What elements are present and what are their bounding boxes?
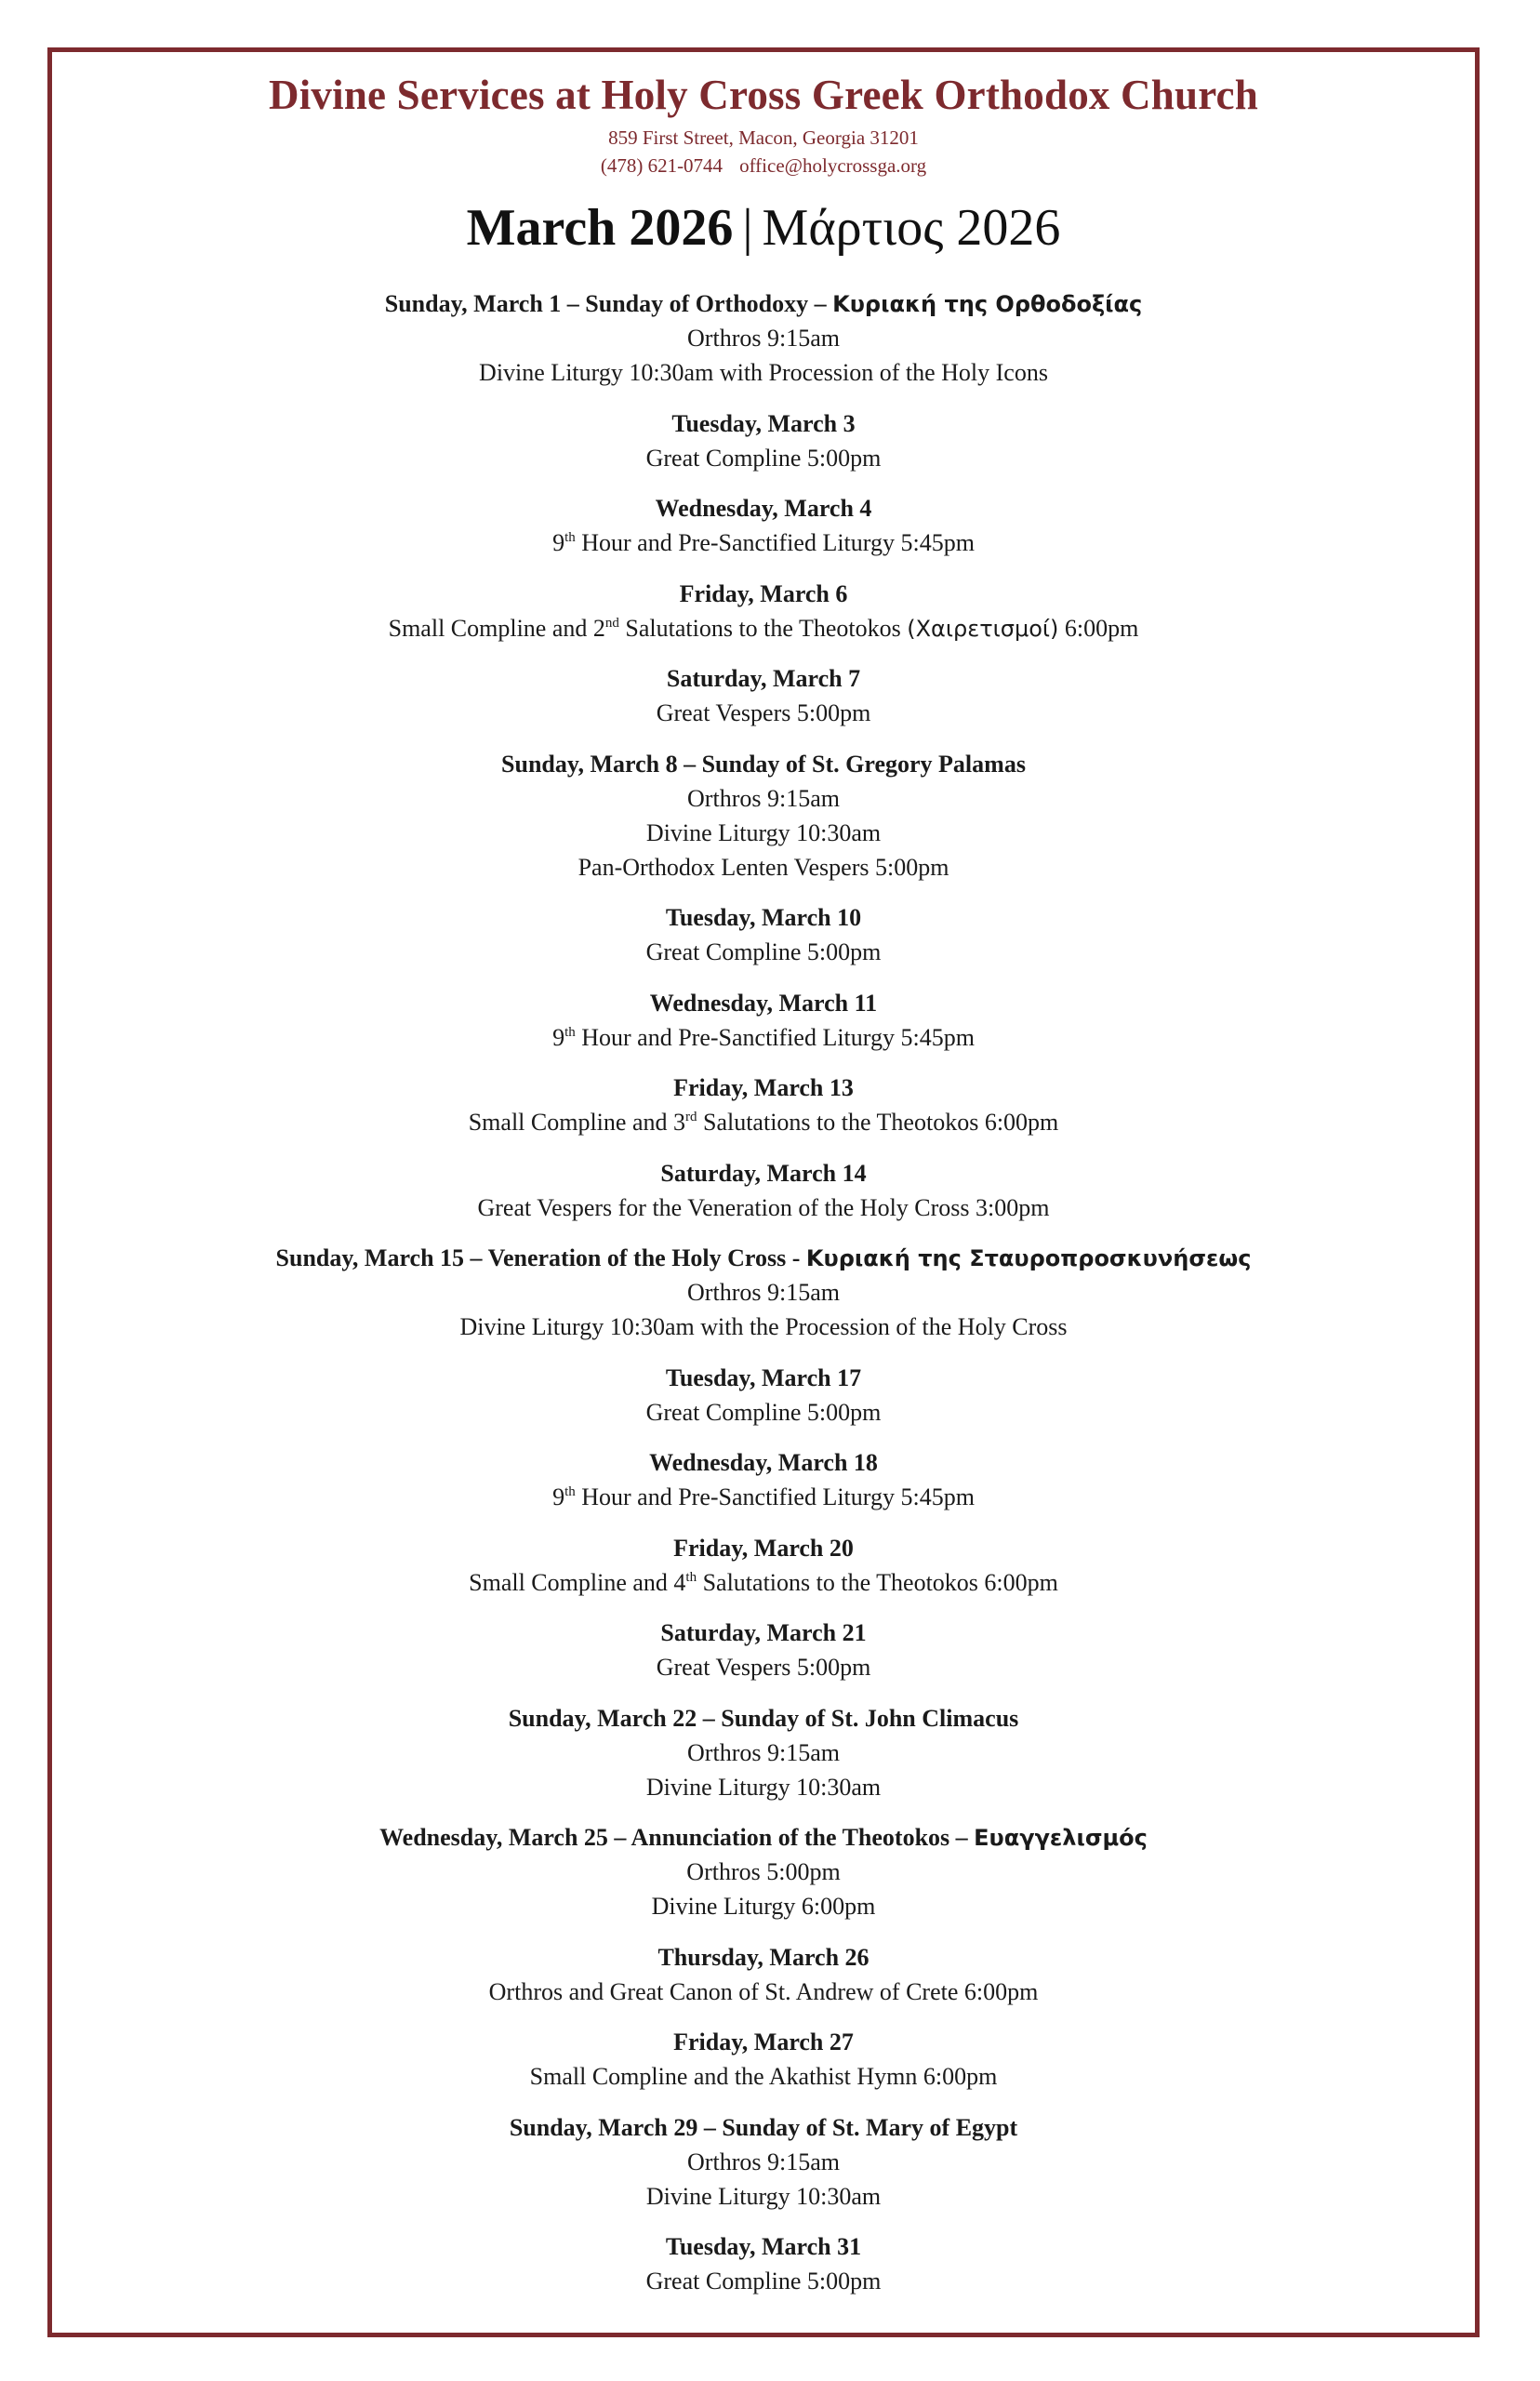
service-date-heading bbox=[47, 1531, 1480, 1565]
service-entry bbox=[47, 1361, 1480, 1430]
ordinal-suffix: th bbox=[685, 1569, 697, 1585]
service-line-text: Orthros and Great Canon of St. Andrew of Crete 6:00pm bbox=[488, 1977, 1039, 2005]
month-title-separator: | bbox=[742, 199, 753, 257]
service-entry bbox=[47, 1071, 1480, 1139]
service-date-text: Thursday, March 26 bbox=[657, 1943, 870, 1971]
service-date-text: Tuesday, March 17 bbox=[665, 1363, 862, 1391]
service-entry bbox=[47, 1445, 1480, 1514]
service-line bbox=[47, 816, 1480, 850]
service-entry bbox=[47, 1701, 1480, 1804]
service-entry bbox=[47, 661, 1480, 730]
service-line-text: Orthros 9:15am bbox=[687, 784, 840, 812]
service-date-heading bbox=[47, 661, 1480, 696]
service-date-heading bbox=[47, 2229, 1480, 2264]
service-date-heading bbox=[47, 1445, 1480, 1480]
service-date-text: Sunday, March 15 – Veneration of the Holy Cross - bbox=[275, 1244, 806, 1271]
service-date-heading bbox=[47, 1361, 1480, 1395]
service-line-text: Divine Liturgy 10:30am bbox=[645, 2182, 882, 2210]
service-feast-greek: Κυριακή της Ορθοδοξίας bbox=[832, 291, 1143, 317]
service-line-text: Divine Liturgy 10:30am bbox=[645, 818, 882, 846]
service-line-greek: (Χαιρετισμοί) bbox=[907, 615, 1059, 642]
service-entry bbox=[47, 406, 1480, 475]
service-date-heading bbox=[47, 406, 1480, 441]
service-line-text: Great Vespers 5:00pm bbox=[656, 699, 871, 726]
service-date-heading bbox=[47, 1071, 1480, 1105]
service-line-prefix: 9 bbox=[552, 1483, 565, 1510]
service-line bbox=[47, 1190, 1480, 1225]
service-line-text: Hour and Pre-Sanctified Liturgy 5:45pm bbox=[575, 1023, 975, 1051]
service-date-heading bbox=[47, 747, 1480, 781]
service-date-heading bbox=[47, 1940, 1480, 1975]
service-line bbox=[47, 1889, 1480, 1923]
service-line-prefix: 9 bbox=[552, 529, 565, 556]
service-line-text: Orthros 9:15am bbox=[687, 1738, 840, 1766]
service-date-text: Wednesday, March 4 bbox=[655, 495, 872, 522]
service-date-text: Tuesday, March 31 bbox=[665, 2233, 862, 2260]
service-date-heading bbox=[47, 986, 1480, 1020]
service-line-text: Hour and Pre-Sanctified Liturgy 5:45pm bbox=[575, 529, 975, 556]
service-line bbox=[47, 1395, 1480, 1430]
service-line bbox=[47, 1565, 1480, 1600]
service-date-text: Saturday, March 21 bbox=[660, 1619, 867, 1646]
church-email: office@holycrossga.org bbox=[739, 154, 927, 177]
service-line bbox=[47, 2059, 1480, 2094]
service-date-text: Tuesday, March 3 bbox=[671, 409, 856, 437]
service-date-text: Sunday, March 22 – Sunday of St. John Climacus bbox=[508, 1704, 1019, 1732]
service-line bbox=[47, 1105, 1480, 1139]
service-date-text: Wednesday, March 25 – Annunciation of the Theotokos – bbox=[379, 1824, 975, 1851]
service-line bbox=[47, 611, 1480, 645]
service-line bbox=[47, 1736, 1480, 1770]
service-line bbox=[47, 1275, 1480, 1310]
ordinal-suffix: th bbox=[564, 530, 576, 545]
service-line-text: Divine Liturgy 10:30am bbox=[645, 1773, 882, 1801]
service-feast-greek: Κυριακή της Σταυροπροσκυνήσεως bbox=[805, 1245, 1252, 1271]
church-phone: (478) 621-0744 bbox=[600, 154, 724, 177]
services-list bbox=[47, 286, 1480, 2315]
service-line-text: Small Compline and the Akathist Hymn 6:00pm bbox=[529, 2063, 998, 2090]
month-title bbox=[47, 198, 1480, 258]
service-line-text: Hour and Pre-Sanctified Liturgy 5:45pm bbox=[575, 1483, 975, 1510]
service-line bbox=[47, 441, 1480, 475]
service-line bbox=[47, 525, 1480, 560]
service-line bbox=[47, 355, 1480, 390]
service-line bbox=[47, 1020, 1480, 1055]
service-entry bbox=[47, 1820, 1480, 1923]
service-line bbox=[47, 2264, 1480, 2298]
service-entry bbox=[47, 2110, 1480, 2214]
ordinal-suffix: nd bbox=[604, 615, 619, 631]
service-line-text: Orthros 9:15am bbox=[687, 1279, 840, 1306]
service-entry bbox=[47, 1616, 1480, 1684]
service-entry bbox=[47, 286, 1480, 390]
ordinal-suffix: th bbox=[564, 1484, 576, 1499]
ordinal-suffix: rd bbox=[684, 1110, 697, 1124]
month-title-english: March 2026 bbox=[466, 199, 734, 257]
service-date-heading bbox=[47, 1616, 1480, 1650]
service-line bbox=[47, 321, 1480, 355]
service-entry bbox=[47, 900, 1480, 969]
service-line-text: Great Compline 5:00pm bbox=[645, 2268, 882, 2295]
service-date-heading bbox=[47, 491, 1480, 525]
service-line bbox=[47, 1975, 1480, 2009]
service-date-text: Saturday, March 14 bbox=[660, 1159, 867, 1187]
service-date-heading bbox=[47, 1156, 1480, 1190]
service-entry bbox=[47, 986, 1480, 1055]
service-date-heading bbox=[47, 2025, 1480, 2059]
service-line-text: Pan-Orthodox Lenten Vespers 5:00pm bbox=[578, 853, 949, 881]
service-line-text: Great Compline 5:00pm bbox=[645, 1398, 882, 1426]
service-date-heading bbox=[47, 577, 1480, 611]
service-line-time: 6:00pm bbox=[1058, 614, 1139, 642]
service-line-text: Great Compline 5:00pm bbox=[645, 444, 882, 472]
service-date-text: Friday, March 13 bbox=[673, 1074, 854, 1101]
service-line bbox=[47, 935, 1480, 969]
service-line bbox=[47, 696, 1480, 730]
service-line-prefix: Small Compline and 3 bbox=[468, 1109, 685, 1136]
service-date-text: Friday, March 27 bbox=[673, 2029, 854, 2055]
ordinal-suffix: th bbox=[564, 1024, 576, 1040]
service-entry bbox=[47, 1531, 1480, 1600]
church-title: Divine Services at Holy Cross Greek Orthodox Church bbox=[269, 72, 1258, 118]
service-line bbox=[47, 2145, 1480, 2179]
service-line-text: Divine Liturgy 10:30am with Procession of the Holy Icons bbox=[479, 359, 1048, 386]
service-entry bbox=[47, 2229, 1480, 2298]
service-line-text: Salutations to the Theotokos 6:00pm bbox=[697, 1109, 1059, 1136]
service-line-text: Great Vespers 5:00pm bbox=[656, 1654, 871, 1681]
service-date-text: Sunday, March 1 – Sunday of Orthodoxy – bbox=[384, 290, 833, 317]
service-date-text: Friday, March 6 bbox=[679, 579, 848, 607]
service-date-heading bbox=[47, 900, 1480, 935]
service-date-text: Wednesday, March 18 bbox=[649, 1449, 878, 1476]
service-line bbox=[47, 1650, 1480, 1684]
service-date-heading bbox=[47, 1241, 1480, 1275]
service-line bbox=[47, 2179, 1480, 2214]
church-contact bbox=[47, 154, 1480, 178]
service-line-prefix: 9 bbox=[552, 1023, 565, 1051]
service-line bbox=[47, 1310, 1480, 1344]
service-date-text: Sunday, March 29 – Sunday of St. Mary of Egypt bbox=[509, 2113, 1018, 2141]
service-line-text: Salutations to the Theotokos bbox=[618, 614, 908, 642]
service-date-heading bbox=[47, 286, 1480, 321]
service-date-text: Friday, March 20 bbox=[673, 1534, 854, 1562]
service-date-text: Tuesday, March 10 bbox=[665, 904, 862, 931]
service-date-text: Wednesday, March 11 bbox=[649, 989, 878, 1017]
service-entry bbox=[47, 1241, 1480, 1344]
service-line-text: Divine Liturgy 6:00pm bbox=[651, 1893, 876, 1920]
service-line bbox=[47, 781, 1480, 816]
service-entry bbox=[47, 491, 1480, 560]
service-entry bbox=[47, 577, 1480, 645]
service-date-heading bbox=[47, 1701, 1480, 1736]
service-line bbox=[47, 850, 1480, 885]
service-date-heading bbox=[47, 1820, 1480, 1855]
service-date-text: Saturday, March 7 bbox=[666, 665, 861, 692]
service-line-text: Salutations to the Theotokos 6:00pm bbox=[697, 1568, 1058, 1596]
service-line-prefix: Small Compline and 4 bbox=[469, 1568, 686, 1596]
service-line bbox=[47, 1770, 1480, 1804]
service-date-text: Sunday, March 8 – Sunday of St. Gregory Palamas bbox=[501, 750, 1026, 778]
service-line-text: Orthros 5:00pm bbox=[686, 1858, 841, 1885]
service-entry bbox=[47, 1940, 1480, 2009]
church-address: 859 First Street, Macon, Georgia 31201 bbox=[608, 126, 919, 149]
service-entry bbox=[47, 747, 1480, 885]
service-line bbox=[47, 1480, 1480, 1514]
service-line bbox=[47, 1855, 1480, 1889]
service-entry bbox=[47, 2025, 1480, 2094]
service-line-text: Great Vespers for the Veneration of the Holy Cross 3:00pm bbox=[477, 1193, 1050, 1221]
service-line-text: Great Compline 5:00pm bbox=[645, 938, 882, 965]
service-line-text: Divine Liturgy 10:30am with the Procession of the Holy Cross bbox=[459, 1313, 1068, 1340]
service-line-prefix: Small Compline and 2 bbox=[388, 614, 605, 642]
service-line-text: Orthros 9:15am bbox=[687, 2148, 840, 2175]
service-feast-greek: Ευαγγελισμός bbox=[974, 1825, 1148, 1851]
service-date-heading bbox=[47, 2110, 1480, 2145]
service-line-text: Orthros 9:15am bbox=[687, 325, 840, 352]
month-title-greek: Μάρτιος 2026 bbox=[762, 199, 1061, 257]
service-entry bbox=[47, 1156, 1480, 1225]
